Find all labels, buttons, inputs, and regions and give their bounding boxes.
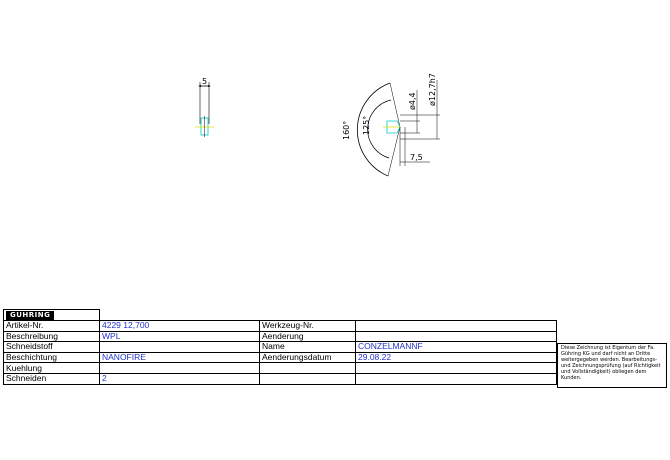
label-beschreibung: Beschreibung [4,331,100,342]
ownership-note: Diese Zeichnung ist Eigentum der Fa. Gühring KG und darf nicht an Dritte weitergegeben werden. Bearbeitungs- und Zeichnungsprüfung (auf Richtigkeit und Vollständigkeit) obliegen dem Kunden. [557,343,667,388]
value-aenderung [356,331,557,342]
label-kuehlung: Kuehlung [4,363,100,374]
table-row [4,331,557,342]
label-werkzeug: Werkzeug-Nr. [260,321,356,332]
empty-value [356,363,557,374]
company-logo: GÜHRING [6,311,54,320]
angle-outer-label: 160° [342,120,351,140]
logo-cell [4,310,100,321]
empty-label [260,363,356,374]
dim-d1-label: ø4,4 [408,92,417,110]
table-row [4,342,557,353]
dim-width-label: 5 [202,77,208,86]
table-row [4,352,557,363]
empty-value [356,373,557,384]
dim-length-label: 7,5 [410,153,423,162]
value-kuehlung [100,363,260,374]
title-block [3,309,557,385]
label-schneidstoff: Schneidstoff [4,342,100,353]
label-aenderungsdatum: Aenderungsdatum [260,352,356,363]
value-name: CONZELMANNF [356,342,557,353]
angle-inner-label: 125° [362,115,371,135]
label-artikel: Artikel-Nr. [4,321,100,332]
label-name: Name [260,342,356,353]
value-werkzeug [356,321,557,332]
table-row [4,373,557,384]
table-row [4,363,557,374]
label-beschichtung: Beschichtung [4,352,100,363]
table-row [4,321,557,332]
label-schneiden: Schneiden [4,373,100,384]
value-schneiden: 2 [100,373,260,384]
value-beschreibung: WPL [100,331,260,342]
dim-d2-label: ø12,7h7 [428,73,437,106]
value-schneidstoff [100,342,260,353]
value-artikel: 4229 12,700 [100,321,260,332]
side-view [195,77,214,137]
label-aenderung: Aenderung [260,331,356,342]
empty-label [260,373,356,384]
front-view [342,73,440,176]
value-beschichtung: NANOFIRE [100,352,260,363]
value-aenderungsdatum: 29.08.22 [356,352,557,363]
